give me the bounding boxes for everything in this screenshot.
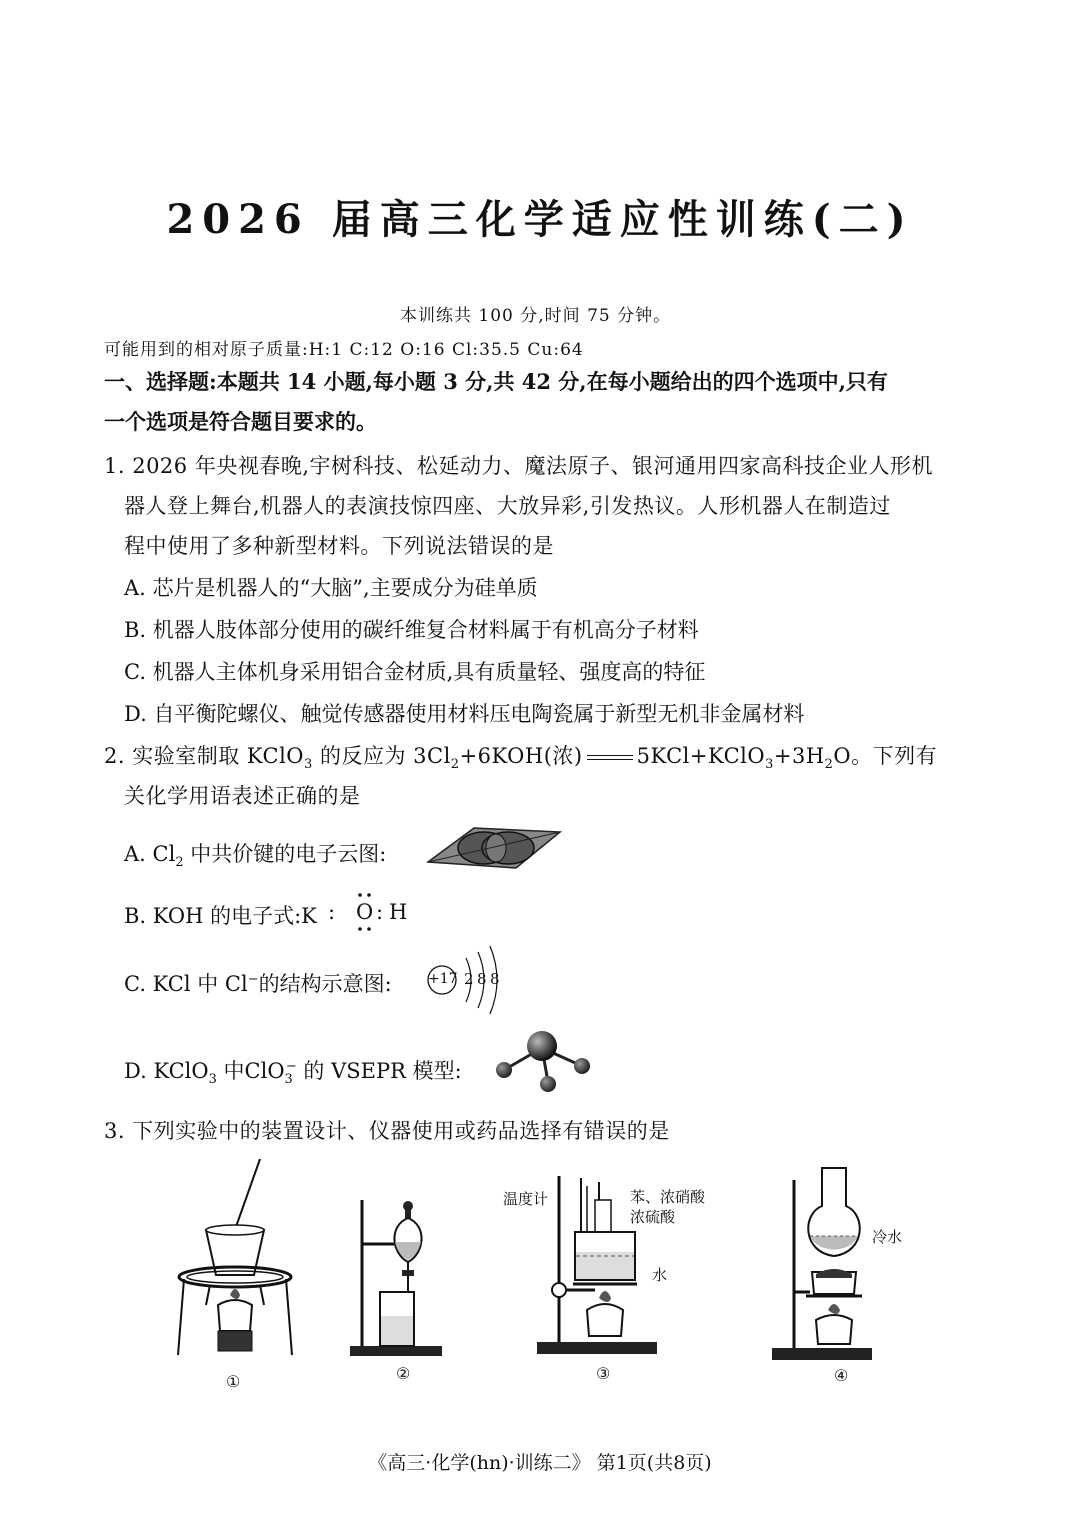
label-reagents-2: 浓硫酸 bbox=[630, 1208, 676, 1226]
koh-hydrogen: H bbox=[389, 900, 408, 924]
q2-stem-line1: 2. 实验室制取 KClO$_3$ 的反应为 $3Cl_2+6KOH$(浓) $5KCl+KClO_3+3H_2O$。下列有 bbox=[104, 744, 938, 773]
caption-3: ③ bbox=[596, 1364, 611, 1383]
nucleus-charge: +17 bbox=[428, 971, 458, 987]
equals-sign bbox=[587, 755, 633, 760]
q1-option-d: D. 自平衡陀螺仪、触觉传感器使用材料压电陶瓷属于新型无机非金属材料 bbox=[124, 702, 805, 726]
q3-stem: 3. 下列实验中的装置设计、仪器使用或药品选择有错误的是 bbox=[104, 1119, 670, 1143]
lone-pair-dots bbox=[352, 890, 380, 934]
caption-1: ① bbox=[226, 1372, 241, 1391]
koh-oxygen: O bbox=[356, 900, 374, 924]
q2-option-b: B. KOH 的电子式:K bbox=[124, 904, 317, 928]
q2-stem-line2: 关化学用语表述正确的是 bbox=[124, 784, 361, 808]
time-note: 本训练共 100 分,时间 75 分钟。 bbox=[400, 306, 672, 326]
q1-option-a: A. 芯片是机器人的“大脑”,主要成分为硅单质 bbox=[124, 576, 538, 600]
q1-option-c: C. 机器人主体机身采用铝合金材质,具有质量轻、强度高的特征 bbox=[124, 660, 706, 684]
page-title: 2026 届高三化学适应性训练(二) bbox=[166, 196, 914, 243]
shell-2-electrons: 8 bbox=[477, 970, 487, 988]
q1-option-b: B. 机器人肢体部分使用的碳纤维复合材料属于有机高分子材料 bbox=[124, 618, 699, 642]
atomic-masses: 可能用到的相对原子质量:H:1 C:12 O:16 Cl:35.5 Cu:64 bbox=[104, 340, 584, 360]
vsepr-model bbox=[486, 1026, 598, 1098]
apparatus-4-sublimation bbox=[770, 1160, 880, 1365]
q2-option-c: C. KCl 中 Cl−的结构示意图: bbox=[124, 972, 392, 996]
label-water: 水 bbox=[652, 1266, 668, 1284]
q1-stem-line3: 程中使用了多种新型材料。下列说法错误的是 bbox=[124, 534, 554, 558]
q2-option-a: A. $Cl_2$ 中共价键的电子云图: bbox=[124, 842, 387, 871]
page-footer: 《高三·化学(hn)·训练二》 第1页(共8页) bbox=[368, 1452, 712, 1474]
section-heading-line1: 一、选择题:本题共 14 小题,每小题 3 分,共 42 分,在每小题给出的四个选项中,只有 bbox=[104, 369, 888, 394]
shell-3-electrons: 8 bbox=[490, 970, 500, 988]
koh-colon-right: : bbox=[376, 900, 384, 924]
apparatus-2-separatory-funnel bbox=[348, 1196, 448, 1364]
section-heading-line2: 一个选项是符合题目要求的。 bbox=[104, 409, 377, 434]
label-reagents-1: 苯、浓硝酸 bbox=[630, 1188, 706, 1206]
apparatus-1-evaporation bbox=[170, 1155, 300, 1370]
caption-4: ④ bbox=[834, 1366, 849, 1385]
shell-1-electrons: 2 bbox=[464, 970, 474, 988]
caption-2: ② bbox=[396, 1364, 411, 1383]
label-cold-water: 冷水 bbox=[872, 1228, 903, 1246]
koh-colon-left: : bbox=[328, 900, 336, 924]
label-thermometer: 温度计 bbox=[503, 1190, 549, 1208]
q1-stem-line2: 器人登上舞台,机器人的表演技惊四座、大放异彩,引发热议。人形机器人在制造过 bbox=[124, 494, 891, 518]
q2-option-d: D. KClO$_3$ 中ClO$_3$− 的 VSEPR 模型: bbox=[124, 1059, 462, 1088]
q1-stem-line1: 1. 2026 年央视春晚,宇树科技、松延动力、魔法原子、银河通用四家高科技企业人形机 bbox=[104, 454, 934, 478]
electron-cloud-diagram bbox=[424, 822, 564, 876]
